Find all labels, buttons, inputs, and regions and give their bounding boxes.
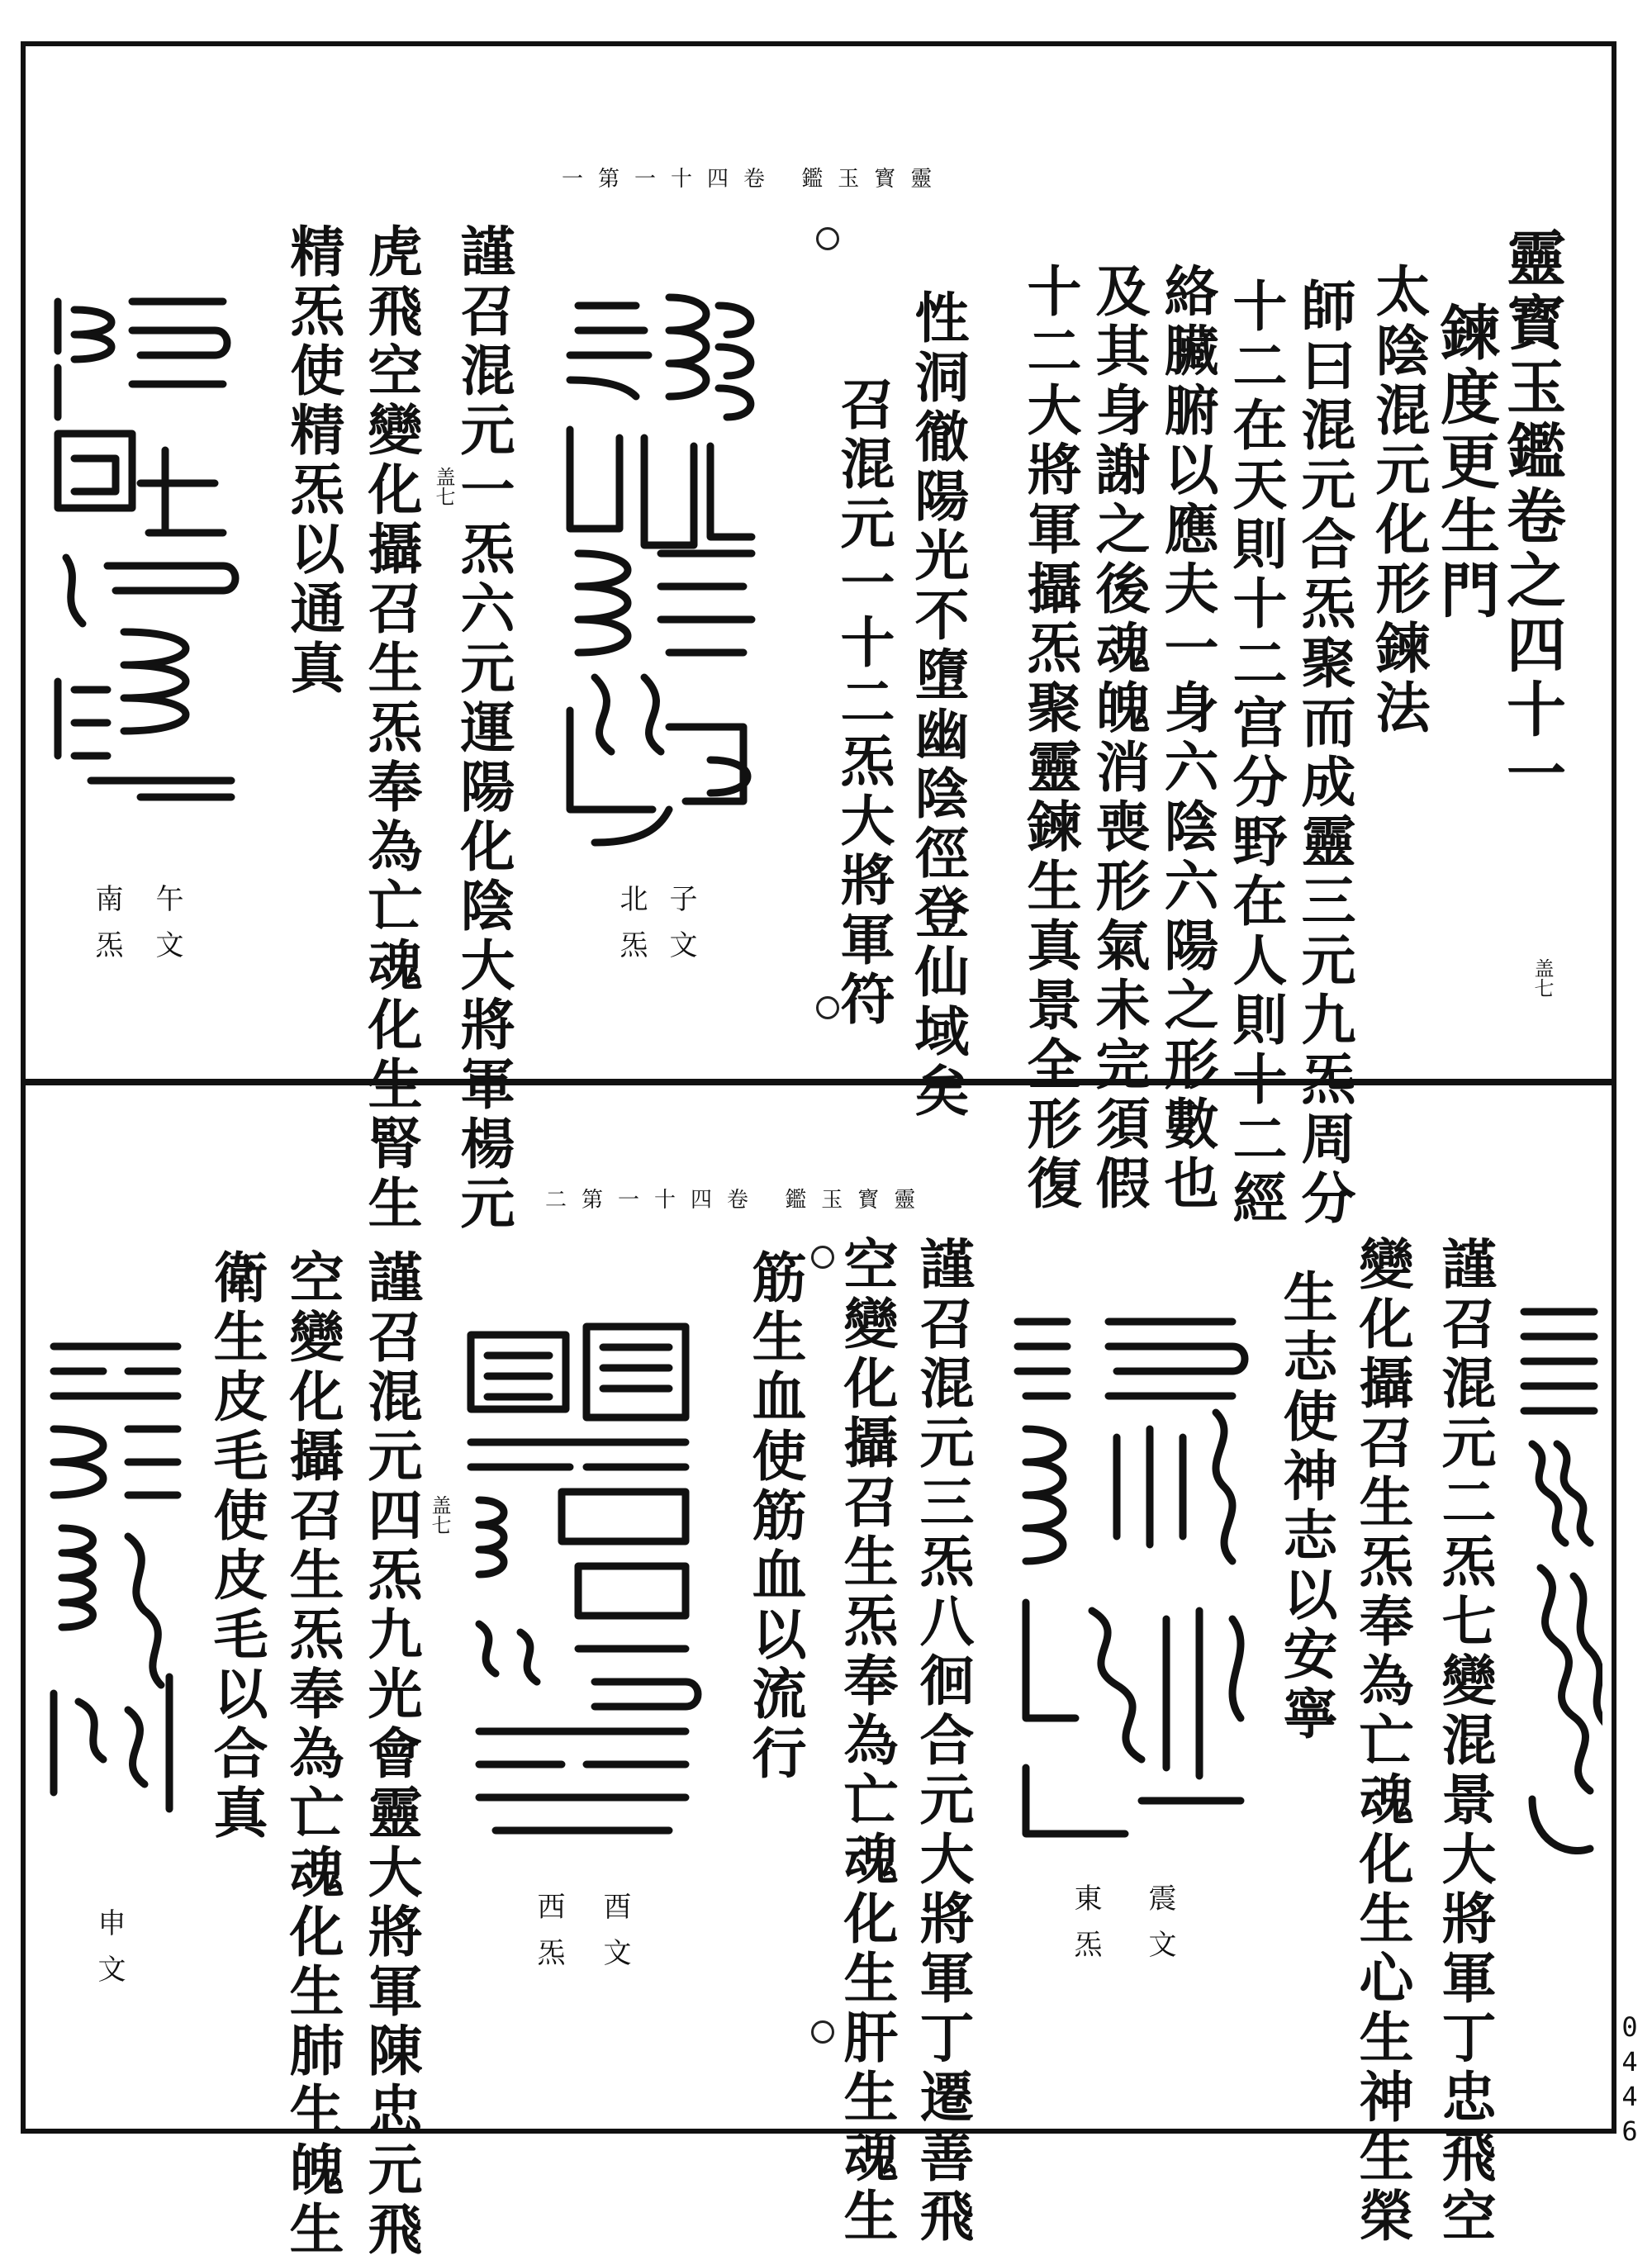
east-talisman-zhen [1009,1305,1257,1850]
body-column: 絡臟腑以應夫一身六陰六陽之形數也 [1155,263,1219,1214]
north-talisman-zi [545,281,785,876]
talisman-label-direction: 北炁 [615,884,648,976]
page-mark: 盖七 [428,1495,451,1535]
body-column: 性洞徹陽光不墮幽陰徑登仙域矣 [905,289,970,1122]
spell-column: 謹召混元一炁六元運陽化陰大將軍楊元 [451,223,515,1234]
spell-column: 筋生血使筋血以流行 [743,1249,807,1784]
talisman-label-direction: 西炁 [532,1892,565,1984]
talisman-label-title: 子文 [664,884,697,976]
binding-hole [816,227,839,250]
talisman-label-direction: 東炁 [1069,1883,1102,1976]
binding-hole [811,1246,834,1269]
talisman-serpentine [1516,1303,1602,1882]
page-mark: 盖七 [432,467,455,506]
talisman-label-title: 午文 [150,884,183,976]
talisman-label-title: 酉文 [598,1892,631,1984]
section-title: 鍊度更生門 [1431,301,1501,624]
body-column: 及其身謝之後魂魄消喪形氣未完須假 [1086,263,1151,1214]
spell-column: 空變化攝召生炁奉為亡魂化生肺生魄生 [280,1249,344,2260]
talisman-heading: 召混元一十二炁大將軍符 [831,376,895,1030]
spell-column: 謹召混元四炁九光會靈大將軍陳忠元飛 [358,1249,423,2260]
talisman-label-title: 震文 [1143,1883,1176,1976]
spell-column: 謹召混元二炁七變混景大將軍丁忠飛空 [1432,1236,1497,2247]
spell-column: 謹召混元三炁八徊合元大將軍丁遷善飛 [910,1236,975,2247]
bottom-running-header: 二第一十四卷 鑑玉寳靈 [545,1188,931,1213]
spell-column: 空變化攝召生炁奉為亡魂化生肝生魂生 [834,1236,899,2247]
body-column: 十二大將軍攝炁聚靈鍊生真景全形復 [1018,263,1082,1214]
top-running-header: 一第一十四卷 鑑玉寳靈 [562,167,947,192]
talisman-label-direction: 南炁 [90,884,123,976]
spell-column: 衛生皮毛使皮毛以合真 [204,1249,268,1844]
spell-column: 生志使神志以安寧 [1274,1269,1338,1745]
talisman-label-title: 申文 [93,1908,126,2001]
spell-column: 變化攝召生炁奉為亡魂化生心生神生榮 [1350,1236,1414,2247]
body-column: 師曰混元合炁聚而成靈三元九炁周分 [1292,278,1356,1229]
spell-column: 虎飛空變化攝召生炁奉為亡魂化生腎生 [358,223,423,1234]
page-number: 0446 [1614,2011,1645,2150]
method-title: 太陰混元化形鍊法 [1366,263,1431,738]
body-column: 十二在天則十二宫分野在人則十二經 [1223,278,1288,1229]
west-talisman-you [463,1318,702,1855]
binding-hole [811,2020,834,2044]
south-talisman-wu [41,285,248,830]
talisman-shen [45,1330,190,1842]
page-mark: 盖七 [1531,958,1554,998]
scroll-title: 靈寳玉鑑卷之四十一 [1497,227,1567,807]
spell-column: 精炁使精炁以通真 [281,223,345,699]
